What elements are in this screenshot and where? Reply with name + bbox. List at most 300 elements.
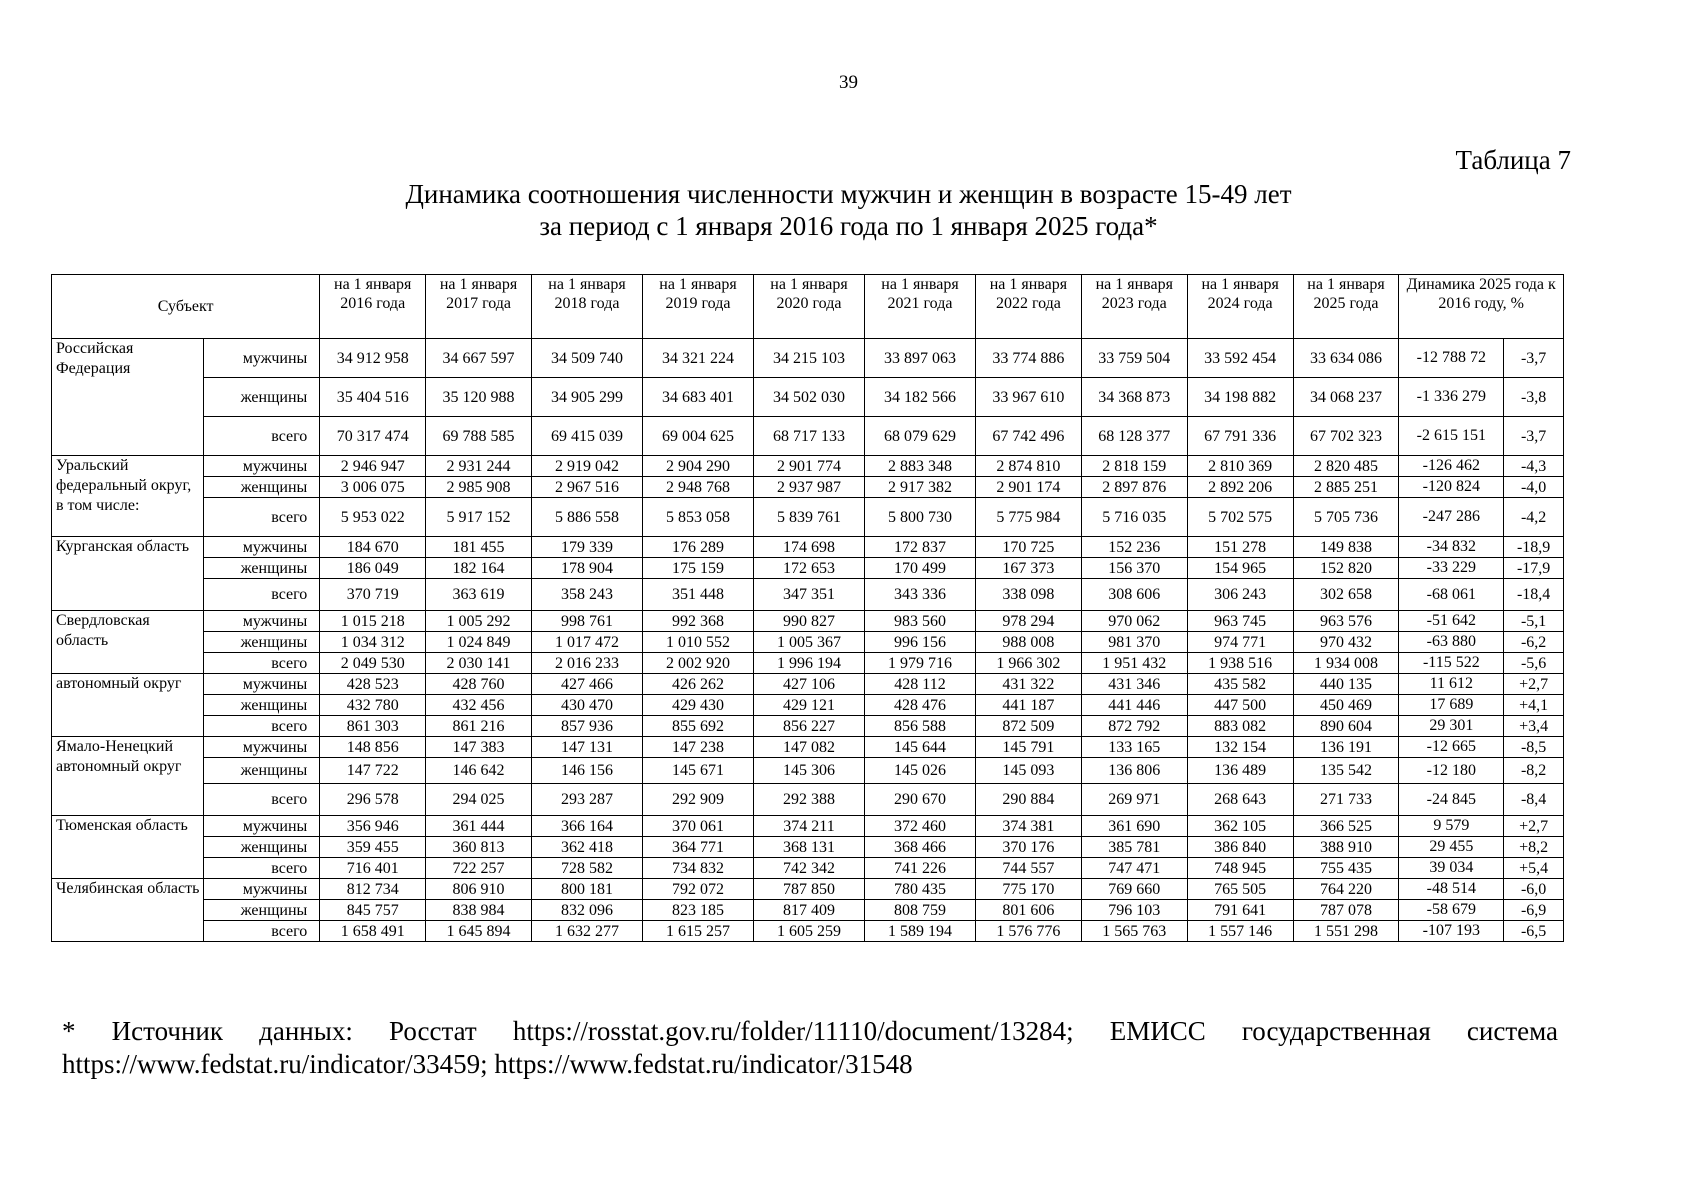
- value-cell: 67 742 496: [975, 417, 1081, 456]
- value-cell: 151 278: [1187, 537, 1293, 558]
- value-cell: 356 946: [320, 816, 426, 837]
- value-cell: 2 885 251: [1293, 477, 1399, 498]
- value-cell: 426 262: [642, 674, 753, 695]
- value-cell: 361 690: [1081, 816, 1187, 837]
- value-cell: 2 030 141: [426, 653, 532, 674]
- value-cell: 432 456: [426, 695, 532, 716]
- value-cell: 170 499: [864, 558, 975, 579]
- value-cell: 145 306: [753, 758, 864, 784]
- gender-cell: женщины: [204, 758, 320, 784]
- value-cell: 343 336: [864, 579, 975, 611]
- gender-cell: всего: [204, 784, 320, 816]
- table-row: [52, 879, 1564, 900]
- value-cell: 787 850: [753, 879, 864, 900]
- percent-cell: -8,4: [1504, 784, 1564, 816]
- value-cell: 990 827: [753, 611, 864, 632]
- subject-cell: Тюменская область: [52, 816, 204, 879]
- header-subject: Субъект: [52, 275, 320, 339]
- value-cell: 67 791 336: [1187, 417, 1293, 456]
- value-cell: 1 024 849: [426, 632, 532, 653]
- value-cell: 428 476: [864, 695, 975, 716]
- subject-cell: Ямало-Ненецкий автономный округ: [52, 737, 204, 816]
- value-cell: 308 606: [1081, 579, 1187, 611]
- value-cell: 963 745: [1187, 611, 1293, 632]
- value-cell: 2 967 516: [531, 477, 642, 498]
- value-cell: 186 049: [320, 558, 426, 579]
- value-cell: 1 632 277: [531, 921, 642, 942]
- percent-cell: -3,7: [1504, 417, 1564, 456]
- gender-cell: мужчины: [204, 737, 320, 758]
- value-cell: 2 937 987: [753, 477, 864, 498]
- footnote: [62, 1015, 1558, 1081]
- value-cell: 431 322: [975, 674, 1081, 695]
- value-cell: 358 243: [531, 579, 642, 611]
- value-cell: 370 719: [320, 579, 426, 611]
- change-cell: -24 845: [1399, 784, 1504, 816]
- value-cell: 755 435: [1293, 858, 1399, 879]
- gender-cell: женщины: [204, 837, 320, 858]
- table-row: [52, 758, 1564, 784]
- value-cell: 427 466: [531, 674, 642, 695]
- value-cell: 5 775 984: [975, 498, 1081, 537]
- table-row: [52, 921, 1564, 942]
- value-cell: 132 154: [1187, 737, 1293, 758]
- footnote-line-1: * Источник данных: Росстат https://rosstat.gov.ru/folder/11110/document/13284; ЕМИСС государственная система: [62, 1016, 1558, 1046]
- value-cell: 970 062: [1081, 611, 1187, 632]
- percent-cell: -6,0: [1504, 879, 1564, 900]
- value-cell: 764 220: [1293, 879, 1399, 900]
- value-cell: 145 093: [975, 758, 1081, 784]
- percent-cell: -3,8: [1504, 378, 1564, 417]
- gender-cell: всего: [204, 921, 320, 942]
- value-cell: 292 909: [642, 784, 753, 816]
- value-cell: 388 910: [1293, 837, 1399, 858]
- gender-cell: женщины: [204, 558, 320, 579]
- header-year-2019: на 1 января 2019 года: [642, 275, 753, 339]
- value-cell: 366 525: [1293, 816, 1399, 837]
- value-cell: 431 346: [1081, 674, 1187, 695]
- value-cell: 181 455: [426, 537, 532, 558]
- change-cell: 29 301: [1399, 716, 1504, 737]
- value-cell: 742 342: [753, 858, 864, 879]
- value-cell: 428 523: [320, 674, 426, 695]
- table-row: [52, 456, 1564, 477]
- value-cell: 856 227: [753, 716, 864, 737]
- percent-cell: -18,4: [1504, 579, 1564, 611]
- percent-cell: -6,2: [1504, 632, 1564, 653]
- value-cell: 34 667 597: [426, 339, 532, 378]
- value-cell: 2 904 290: [642, 456, 753, 477]
- value-cell: 362 418: [531, 837, 642, 858]
- value-cell: 856 588: [864, 716, 975, 737]
- value-cell: 136 191: [1293, 737, 1399, 758]
- value-cell: 2 946 947: [320, 456, 426, 477]
- percent-cell: +3,4: [1504, 716, 1564, 737]
- value-cell: 2 897 876: [1081, 477, 1187, 498]
- value-cell: 2 892 206: [1187, 477, 1293, 498]
- value-cell: 2 810 369: [1187, 456, 1293, 477]
- value-cell: 2 985 908: [426, 477, 532, 498]
- value-cell: 145 671: [642, 758, 753, 784]
- gender-cell: всего: [204, 498, 320, 537]
- value-cell: 374 381: [975, 816, 1081, 837]
- value-cell: 970 432: [1293, 632, 1399, 653]
- table-row: [52, 339, 1564, 378]
- value-cell: 734 832: [642, 858, 753, 879]
- gender-cell: всего: [204, 858, 320, 879]
- gender-cell: мужчины: [204, 339, 320, 378]
- value-cell: 147 082: [753, 737, 864, 758]
- value-cell: 983 560: [864, 611, 975, 632]
- value-cell: 2 049 530: [320, 653, 426, 674]
- value-cell: 812 734: [320, 879, 426, 900]
- percent-cell: +8,2: [1504, 837, 1564, 858]
- change-cell: 39 034: [1399, 858, 1504, 879]
- value-cell: 69 415 039: [531, 417, 642, 456]
- value-cell: 435 582: [1187, 674, 1293, 695]
- table-row: [52, 579, 1564, 611]
- value-cell: 368 466: [864, 837, 975, 858]
- subject-cell: Свердловская область: [52, 611, 204, 674]
- header-year-2020: на 1 января 2020 года: [753, 275, 864, 339]
- value-cell: 33 967 610: [975, 378, 1081, 417]
- change-cell: 11 612: [1399, 674, 1504, 695]
- value-cell: 978 294: [975, 611, 1081, 632]
- value-cell: 34 198 882: [1187, 378, 1293, 417]
- value-cell: 33 759 504: [1081, 339, 1187, 378]
- value-cell: 1 565 763: [1081, 921, 1187, 942]
- header-year-2022: на 1 января 2022 года: [975, 275, 1081, 339]
- gender-cell: женщины: [204, 378, 320, 417]
- change-cell: -51 642: [1399, 611, 1504, 632]
- change-cell: -120 824: [1399, 477, 1504, 498]
- value-cell: 374 211: [753, 816, 864, 837]
- value-cell: 872 792: [1081, 716, 1187, 737]
- table-row: [52, 498, 1564, 537]
- value-cell: 363 619: [426, 579, 532, 611]
- gender-cell: мужчины: [204, 456, 320, 477]
- value-cell: 147 131: [531, 737, 642, 758]
- value-cell: 2 002 920: [642, 653, 753, 674]
- percent-cell: -5,1: [1504, 611, 1564, 632]
- gender-cell: женщины: [204, 695, 320, 716]
- value-cell: 68 128 377: [1081, 417, 1187, 456]
- subject-cell: Курганская область: [52, 537, 204, 611]
- gender-cell: женщины: [204, 477, 320, 498]
- percent-cell: +2,7: [1504, 674, 1564, 695]
- value-cell: 152 820: [1293, 558, 1399, 579]
- value-cell: 68 717 133: [753, 417, 864, 456]
- value-cell: 34 368 873: [1081, 378, 1187, 417]
- value-cell: 1 015 218: [320, 611, 426, 632]
- change-cell: -107 193: [1399, 921, 1504, 942]
- value-cell: 872 509: [975, 716, 1081, 737]
- value-cell: 370 061: [642, 816, 753, 837]
- value-cell: 152 236: [1081, 537, 1187, 558]
- value-cell: 1 615 257: [642, 921, 753, 942]
- change-cell: -68 061: [1399, 579, 1504, 611]
- table-row: [52, 417, 1564, 456]
- value-cell: 146 642: [426, 758, 532, 784]
- table-row: [52, 537, 1564, 558]
- value-cell: 728 582: [531, 858, 642, 879]
- value-cell: 1 576 776: [975, 921, 1081, 942]
- change-cell: -12 665: [1399, 737, 1504, 758]
- change-cell: 17 689: [1399, 695, 1504, 716]
- change-cell: -48 514: [1399, 879, 1504, 900]
- value-cell: 296 578: [320, 784, 426, 816]
- percent-cell: -5,6: [1504, 653, 1564, 674]
- subject-cell: Уральский федеральный округ, в том числе:: [52, 456, 204, 537]
- subject-cell: Российская Федерация: [52, 339, 204, 456]
- value-cell: 362 105: [1187, 816, 1293, 837]
- table-row: [52, 695, 1564, 716]
- value-cell: 5 800 730: [864, 498, 975, 537]
- value-cell: 428 112: [864, 674, 975, 695]
- value-cell: 765 505: [1187, 879, 1293, 900]
- footnote-line-2: https://www.fedstat.ru/indicator/33459; https://www.fedstat.ru/indicator/31548: [62, 1049, 913, 1079]
- gender-cell: женщины: [204, 632, 320, 653]
- value-cell: 3 006 075: [320, 477, 426, 498]
- change-cell: -33 229: [1399, 558, 1504, 579]
- value-cell: 269 971: [1081, 784, 1187, 816]
- change-cell: -1 336 279: [1399, 378, 1504, 417]
- value-cell: 1 551 298: [1293, 921, 1399, 942]
- value-cell: 769 660: [1081, 879, 1187, 900]
- value-cell: 5 705 736: [1293, 498, 1399, 537]
- value-cell: 386 840: [1187, 837, 1293, 858]
- value-cell: 360 813: [426, 837, 532, 858]
- value-cell: 147 238: [642, 737, 753, 758]
- value-cell: 366 164: [531, 816, 642, 837]
- value-cell: 1 996 194: [753, 653, 864, 674]
- value-cell: 172 653: [753, 558, 864, 579]
- value-cell: 2 917 382: [864, 477, 975, 498]
- table-row: [52, 816, 1564, 837]
- value-cell: 136 489: [1187, 758, 1293, 784]
- value-cell: 34 321 224: [642, 339, 753, 378]
- value-cell: 359 455: [320, 837, 426, 858]
- value-cell: 5 886 558: [531, 498, 642, 537]
- value-cell: 34 509 740: [531, 339, 642, 378]
- table-row: [52, 477, 1564, 498]
- table-row: [52, 674, 1564, 695]
- value-cell: 2 948 768: [642, 477, 753, 498]
- change-cell: 29 455: [1399, 837, 1504, 858]
- gender-cell: всего: [204, 716, 320, 737]
- header-dynamics: Динамика 2025 года к 2016 году, %: [1399, 275, 1564, 339]
- change-cell: -34 832: [1399, 537, 1504, 558]
- gender-cell: мужчины: [204, 816, 320, 837]
- value-cell: 176 289: [642, 537, 753, 558]
- value-cell: 338 098: [975, 579, 1081, 611]
- value-cell: 974 771: [1187, 632, 1293, 653]
- value-cell: 861 216: [426, 716, 532, 737]
- value-cell: 787 078: [1293, 900, 1399, 921]
- value-cell: 170 725: [975, 537, 1081, 558]
- value-cell: 347 351: [753, 579, 864, 611]
- value-cell: 1 005 292: [426, 611, 532, 632]
- value-cell: 370 176: [975, 837, 1081, 858]
- value-cell: 5 716 035: [1081, 498, 1187, 537]
- value-cell: 302 658: [1293, 579, 1399, 611]
- value-cell: 69 788 585: [426, 417, 532, 456]
- value-cell: 2 818 159: [1081, 456, 1187, 477]
- value-cell: 268 643: [1187, 784, 1293, 816]
- gender-cell: мужчины: [204, 674, 320, 695]
- value-cell: 292 388: [753, 784, 864, 816]
- header-year-2023: на 1 января 2023 года: [1081, 275, 1187, 339]
- value-cell: 148 856: [320, 737, 426, 758]
- value-cell: 149 838: [1293, 537, 1399, 558]
- value-cell: 178 904: [531, 558, 642, 579]
- value-cell: 372 460: [864, 816, 975, 837]
- population-table: [51, 274, 1564, 942]
- change-cell: -126 462: [1399, 456, 1504, 477]
- value-cell: 429 121: [753, 695, 864, 716]
- value-cell: 175 159: [642, 558, 753, 579]
- subject-cell: автономный округ: [52, 674, 204, 737]
- table-row: [52, 837, 1564, 858]
- value-cell: 1 951 432: [1081, 653, 1187, 674]
- percent-cell: -4,3: [1504, 456, 1564, 477]
- value-cell: 351 448: [642, 579, 753, 611]
- percent-cell: -18,9: [1504, 537, 1564, 558]
- value-cell: 992 368: [642, 611, 753, 632]
- value-cell: 441 187: [975, 695, 1081, 716]
- value-cell: 963 576: [1293, 611, 1399, 632]
- value-cell: 808 759: [864, 900, 975, 921]
- value-cell: 1 979 716: [864, 653, 975, 674]
- table-body: [52, 339, 1564, 942]
- header-year-2025: на 1 января 2025 года: [1293, 275, 1399, 339]
- value-cell: 747 471: [1081, 858, 1187, 879]
- header-row: [52, 275, 1564, 339]
- value-cell: 2 883 348: [864, 456, 975, 477]
- value-cell: 806 910: [426, 879, 532, 900]
- value-cell: 2 820 485: [1293, 456, 1399, 477]
- change-cell: 9 579: [1399, 816, 1504, 837]
- value-cell: 791 641: [1187, 900, 1293, 921]
- value-cell: 428 760: [426, 674, 532, 695]
- value-cell: 1 658 491: [320, 921, 426, 942]
- value-cell: 2 919 042: [531, 456, 642, 477]
- change-cell: -247 286: [1399, 498, 1504, 537]
- table-row: [52, 737, 1564, 758]
- value-cell: 5 917 152: [426, 498, 532, 537]
- value-cell: 998 761: [531, 611, 642, 632]
- value-cell: 1 938 516: [1187, 653, 1293, 674]
- value-cell: 447 500: [1187, 695, 1293, 716]
- change-cell: -63 880: [1399, 632, 1504, 653]
- value-cell: 145 791: [975, 737, 1081, 758]
- value-cell: 156 370: [1081, 558, 1187, 579]
- value-cell: 432 780: [320, 695, 426, 716]
- percent-cell: -3,7: [1504, 339, 1564, 378]
- value-cell: 748 945: [1187, 858, 1293, 879]
- value-cell: 34 502 030: [753, 378, 864, 417]
- table-row: [52, 784, 1564, 816]
- value-cell: 796 103: [1081, 900, 1187, 921]
- change-cell: -2 615 151: [1399, 417, 1504, 456]
- table-row: [52, 558, 1564, 579]
- value-cell: 988 008: [975, 632, 1081, 653]
- change-cell: -12 788 72: [1399, 339, 1504, 378]
- change-cell: -58 679: [1399, 900, 1504, 921]
- value-cell: 1 017 472: [531, 632, 642, 653]
- value-cell: 1 589 194: [864, 921, 975, 942]
- title-line-1: Динамика соотношения численности мужчин и женщин в возрасте 15-49 лет: [405, 179, 1292, 209]
- percent-cell: +4,1: [1504, 695, 1564, 716]
- value-cell: 2 901 174: [975, 477, 1081, 498]
- table-row: [52, 716, 1564, 737]
- value-cell: 145 026: [864, 758, 975, 784]
- gender-cell: мужчины: [204, 879, 320, 900]
- value-cell: 430 470: [531, 695, 642, 716]
- value-cell: 136 806: [1081, 758, 1187, 784]
- table-row: [52, 632, 1564, 653]
- percent-cell: -8,2: [1504, 758, 1564, 784]
- value-cell: 427 106: [753, 674, 864, 695]
- percent-cell: -6,5: [1504, 921, 1564, 942]
- title-line-2: за период с 1 января 2016 года по 1 января 2025 года*: [539, 211, 1158, 241]
- value-cell: 33 774 886: [975, 339, 1081, 378]
- value-cell: 167 373: [975, 558, 1081, 579]
- value-cell: 271 733: [1293, 784, 1399, 816]
- value-cell: 293 287: [531, 784, 642, 816]
- value-cell: 450 469: [1293, 695, 1399, 716]
- value-cell: 838 984: [426, 900, 532, 921]
- value-cell: 34 182 566: [864, 378, 975, 417]
- value-cell: 855 692: [642, 716, 753, 737]
- value-cell: 5 853 058: [642, 498, 753, 537]
- value-cell: 1 557 146: [1187, 921, 1293, 942]
- value-cell: 35 120 988: [426, 378, 532, 417]
- header-year-2016: на 1 января 2016 года: [320, 275, 426, 339]
- value-cell: 35 404 516: [320, 378, 426, 417]
- table-row: [52, 378, 1564, 417]
- value-cell: 290 884: [975, 784, 1081, 816]
- table-row: [52, 611, 1564, 632]
- value-cell: 2 874 810: [975, 456, 1081, 477]
- value-cell: 1 034 312: [320, 632, 426, 653]
- value-cell: 67 702 323: [1293, 417, 1399, 456]
- value-cell: 1 645 894: [426, 921, 532, 942]
- value-cell: 2 016 233: [531, 653, 642, 674]
- percent-cell: -17,9: [1504, 558, 1564, 579]
- value-cell: 5 839 761: [753, 498, 864, 537]
- percent-cell: +5,4: [1504, 858, 1564, 879]
- value-cell: 179 339: [531, 537, 642, 558]
- value-cell: 69 004 625: [642, 417, 753, 456]
- gender-cell: мужчины: [204, 537, 320, 558]
- value-cell: 890 604: [1293, 716, 1399, 737]
- subject-cell: Челябинская область: [52, 879, 204, 942]
- value-cell: 441 446: [1081, 695, 1187, 716]
- value-cell: 845 757: [320, 900, 426, 921]
- percent-cell: -4,0: [1504, 477, 1564, 498]
- value-cell: 184 670: [320, 537, 426, 558]
- value-cell: 34 912 958: [320, 339, 426, 378]
- value-cell: 440 135: [1293, 674, 1399, 695]
- value-cell: 744 557: [975, 858, 1081, 879]
- value-cell: 429 430: [642, 695, 753, 716]
- value-cell: 154 965: [1187, 558, 1293, 579]
- value-cell: 817 409: [753, 900, 864, 921]
- percent-cell: +2,7: [1504, 816, 1564, 837]
- value-cell: 792 072: [642, 879, 753, 900]
- value-cell: 174 698: [753, 537, 864, 558]
